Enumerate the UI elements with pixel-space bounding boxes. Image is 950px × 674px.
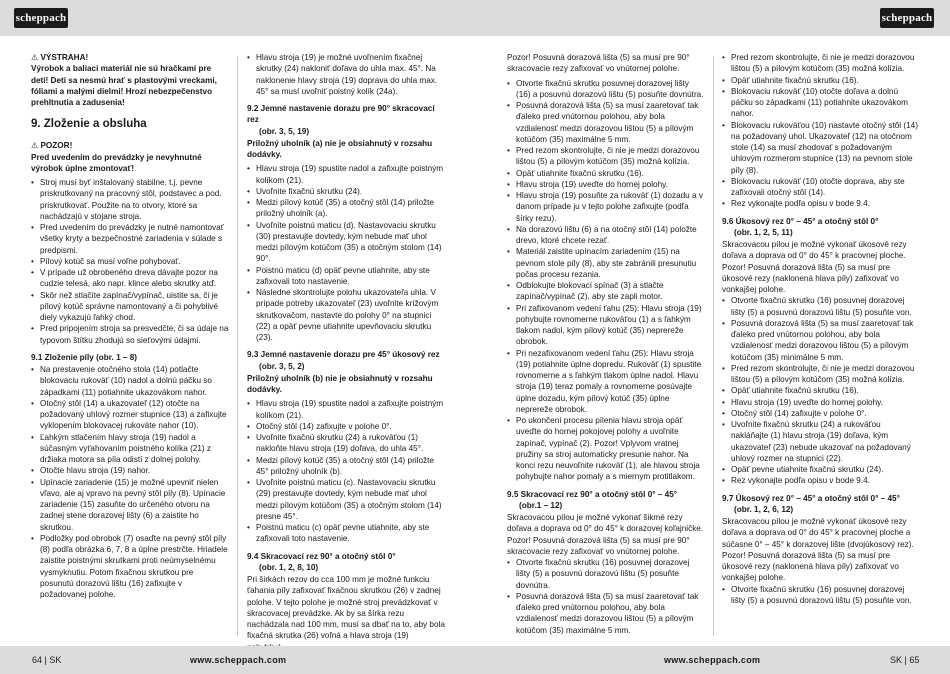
bullet-list — [31, 177, 229, 346]
list-item: • Uvoľnite fixačnú skrutku (24) a rukoväťou nakláňajte (1) hlavu stroja (19) doľava, kým ukazovateľ (23) nebude ukazovať na požadovaný uhlový rozmer na stupnici (22). — [722, 419, 920, 464]
list-item: • Hlavu stroja (19) posuňte za rukoväť (1) dozadu a v danom prípade ju v tejto polohe zafixujte (podľa šírky rezu). — [507, 190, 705, 224]
list-item: • Blokovaciu rukoväťou (10) nastavte otočný stôl (14) na požadovaný uhol. Ukazovateľ (12) na otočnom stole (14) sa musí zhodovať s požadovaným uhlovým rozmerom stupnice (13) na pevnom stole píly (8). — [722, 120, 920, 176]
column-2 — [247, 52, 445, 656]
list-item: • Pred rezom skontrolujte, či nie je medzi dorazovou lištou (5) a pílovým kotúčom (35) možná kolízia. — [722, 363, 920, 386]
subsection-heading: 9.4 Skracovací rez 90° a otočný stôl 0° (obr. 1, 2, 8, 10) — [247, 551, 396, 572]
list-item: • Podložky pod obrobok (7) osaďte na pevný stôl píly (8) podľa obrázka 6, 7, 8 a úplne prestrčte. Hriadele zaistite poistnými skrutkami proti neúmyselnému vysmyknutiu. Potom fixačnou skrutkou pre posunutú dorazovú lištu (16) zafixujte v požadovanej polohe. — [31, 533, 229, 601]
website-link[interactable]: www.scheppach.com — [664, 655, 761, 665]
list-item: • Otočte hlavu stroja (19) nahor. — [31, 465, 229, 476]
paragraph: Skracovacou pílou je možné vykonať úkosové rezy doľava a doprava od 0° do 45° k pracovnej ploche. — [722, 240, 907, 261]
paragraph: Pri širkách rezov do cca 100 mm je možné funkciu ťahania píly zafixovať fixačnou skrutkou (26) v zadnej polohe. V tejto polohe je možné stroj prevádzkovať v skracovacej prevádzke. Ak by sa šírka rezu nachádzala nad 100 mm, musí sa dbať na to, aby bola fixačná skrutka (26) voľná a hlava stroja (19) — [247, 575, 445, 641]
bullet-list — [722, 584, 920, 607]
list-item: • Hlavu stroja (19) uveďte do hornej polohy. — [507, 179, 705, 190]
bullet-list — [722, 52, 920, 210]
paragraph: Pozor! Posuvná dorazová lišta (5) sa musí pre úkosové rezy (naklonená hlava píly) zafixovať vo vonkajšej polohe. — [722, 262, 899, 294]
column-4 — [722, 52, 920, 606]
list-item: • Posuvná dorazová lišta (5) sa musí zaaretovať tak ďaleko pred vnútornou polohou, aby bola vzdialenosť medzi dorazovou lištou (5) a pílovým kotúčom (35) maximálne 5 mm. — [507, 591, 705, 636]
list-item: • Otvorte fixačnú skrutku (16) posuvnej dorazovej lišty (5) a posuvnú dorazovú lištu (5) posuňte von. — [722, 295, 920, 318]
list-item: • Skôr než stlačíte zapínač/vypínač, uistite sa, či je pílový kotúč správne namontovaný a či pohyblivé diely vykazujú ľahký chod. — [31, 290, 229, 324]
column-3 — [507, 52, 705, 636]
list-item: • Pred rezom skontrolujte, či nie je medzi dorazovou lištou (5) a pílovým kotúčom (35) možná kolízia. — [507, 145, 705, 168]
warning-triangle-icon: ⚠ — [31, 141, 39, 151]
list-item: • Pred uvedením do prevádzky je nutné namontovať všetky kryty a bezpečnostné zariadenia v súlade s predpismi. — [31, 222, 229, 256]
list-item: • Blokovaciu rukoväť (10) otočte doľava a dolnú páčku so západkami (11) potiahnite ukazovákom nahor. — [722, 86, 920, 120]
list-item: • Posuvná dorazová lišta (5) sa musí zaaretovať tak ďaleko pred vnútornou polohou, aby bola vzdialenosť medzi dorazovou lištou (5) a pílovým kotúčom (35) minimálne 5 mm. — [722, 318, 920, 363]
list-item: • Opäť utiahnite fixačnú skrutku (16). — [722, 385, 920, 396]
list-item: • Pílový kotúč sa musí voľne pohybovať. — [31, 256, 229, 267]
list-item: • Pri zafixovanom vedení ťahu (25): Hlavu stroja (19) pohybujte rovnomerne rukoväťou (1) a s ľahkým tlakom nadol, kým pílový kotúč (35) neprereže obrobok. — [507, 303, 705, 348]
column-divider — [713, 56, 714, 636]
list-item: • Pri nezafixovanom vedení ťahu (25): Hlavu stroja (19) potiahnite úplne dopredu. Rukoväť (1) spustite rovnomerne a s ľahkým tlakom úplne nadol. Hlavu stroja (19) teraz pomaly a rovnomerne posúvajte úplne dozadu, kým pílový kotúč (35) úplne neprereže obrobok. — [507, 348, 705, 416]
list-item: • Uvoľnite fixačnú skrutku (24) a rukoväťou (1) nakloňte hlavu stroja (19) doľava, do uhla 45°. — [247, 432, 445, 455]
caution-block — [31, 140, 229, 174]
list-item: • Stroj musí byť inštalovaný stabilne, t.j. pevne priskrutkovaný na pracovný stôl, podstavec a pod. priskrutkovať. Použite na to otvory, ktoré sa nachádzajú v stojane stroja. — [31, 177, 229, 222]
list-item: • Poistnú maticu (c) opäť pevne utiahnite, aby ste zafixovali toto nastavenie. — [247, 522, 445, 545]
list-item: • Uvoľnite fixačnú skrutku (24). — [247, 186, 445, 197]
list-item: • Medzi pílový kotúč (35) a otočný stôl (14) priložte priložný uholník (a). — [247, 197, 445, 220]
list-item: • Na dorazovú lištu (6) a na otočný stôl (14) položte drevo, ktoré chcete rezať. — [507, 224, 705, 247]
website-link[interactable]: www.scheppach.com — [190, 655, 287, 665]
subsection-heading: 9.5 Skracovací rez 90° a otočný stôl 0° – 45° (obr.1 – 12) — [507, 489, 678, 510]
list-item: • Po ukončení procesu pílenia hlavu stroja opäť uveďte do hornej pokojovej polohy a uvoľnite zapínač, vypínač (2). Pozor! Vplyvom vratnej pružiny sa stroj automaticky presunie nahor. Na konci rezu neuvoľnite rukoväť (1), ale hlavou stroja pohybujte nahor pomaly a s miernym protitlakom. — [507, 415, 705, 483]
list-item: • Pred pripojením stroja sa presvedčte, či sa údaje na typovom štítku zhodujú so sieťovými údajmi. — [31, 323, 229, 346]
warning-title: VÝSTRAHA! — [40, 53, 89, 62]
list-item: • Otočný stôl (14) zafixujte v polohe 0°. — [247, 421, 445, 432]
list-item: • Upínacie zariadenie (15) je možné upevniť nielen vľavo, ale aj vpravo na pevný stôl píly (8). Upínacie zariadenie (15) zasuňte do určeného otvoru na zadnej stene dorazovej lišty (6) a zaistite ho skrutkou. — [31, 477, 229, 533]
paragraph: Skracovacou pílou je možné vykonať šikmé rezy doľava a doprava od 0° do 45° k dorazovej koľajničke. — [507, 513, 704, 534]
list-item: • Otvorte fixačnú skrutku posuvnej dorazovej lišty (16) a posuvnú dorazovú lištu (5) posuňte dovnútra. — [507, 78, 705, 101]
list-item: • Otočný stôl (14) a ukazovateľ (12) otočte na požadovaný uhlový rozmer stupnice (13) a zafixujte vyklopením blokovacej rukoväte nahor (10). — [31, 398, 229, 432]
list-item: • Pred rezom skontrolujte, či nie je medzi dorazovou lištou (5) a pílovým kotúčom (35) možná kolízia. — [722, 52, 920, 75]
bullet-list — [247, 52, 445, 97]
list-item: • Opäť utiahnite fixačnú skrutku (16). — [507, 168, 705, 179]
list-item: • Uvoľnite poistnú maticu (d). Nastavovaciu skrutku (30) prestavujte dovtedy, kým nebude mať uhol medzi pílovým kotúčom (35) a otočným stolom (14) 90°. — [247, 220, 445, 265]
warning-triangle-icon: ⚠ — [31, 53, 39, 62]
subsection-heading: 9.2 Jemné nastavenie dorazu pre 90° skracovací rez (obr. 3, 5, 19) — [247, 104, 435, 136]
list-item: • Blokovaciu rukoväť (10) otočte doprava, aby ste zafixovali otočný stôl (14). — [722, 176, 920, 199]
list-item: • Hlavu stroja (19) je možné uvoľnením fixačnej skrutky (24) nakloniť doľava do uhla max. 45°. Na naklonenie hlavy stroja (19) doprava do uhla max. 45° sa musí uvoľniť poistný kolík (24a). — [247, 52, 445, 97]
bullet-list — [507, 557, 705, 636]
paragraph: Pozor! Posuvná dorazová lišta (5) sa musí pre 90° skracovacie rezy zafixovať vo vnútornej polohe. — [507, 535, 690, 556]
subsection-heading: 9.7 Úkosový rez 0° – 45° a otočný stôl 0° – 45° (obr. 1, 2, 6, 12) — [722, 493, 900, 514]
list-item: • Otvorte fixačnú skrutku (16) posuvnej dorazovej lišty (5) a posuvnú dorazovú lištu (5) posuňte dovnútra. — [507, 557, 705, 591]
note-text: Priložný uholník (a) nie je obsiahnutý v rozsahu dodávky. — [247, 138, 433, 159]
list-item: • Hlavu stroja (19) spustite nadol a zafixujte poistným kolíkom (21). — [247, 163, 445, 186]
warning-block — [31, 52, 229, 108]
bullet-list — [507, 78, 705, 483]
bullet-list — [31, 364, 229, 600]
paragraph: Pozor! Posuvná dorazová lišta (5) sa musí pre úkosové rezy (naklonená hlava píly) zafixovať vo vonkajšej polohe. — [722, 550, 899, 583]
bullet-list — [722, 295, 920, 486]
caution-title: POZOR! — [40, 141, 73, 151]
scheppach-logo: scheppach — [880, 8, 934, 28]
list-item: • V prípade už obrobeného dreva dávajte pozor na cudzie telesá, ako napr. klince alebo skrutky atď. — [31, 267, 229, 290]
list-item: • Na prestavenie otočného stola (14) potlačte blokovaciu rukoväť (10) nadol a dolnú páčku so západkami (11) potiahnite ukazovákom nahor. — [31, 364, 229, 398]
subsection-heading: 9.1 Zloženie píly (obr. 1 – 8) — [31, 352, 138, 362]
column-divider — [237, 56, 238, 636]
list-item: • Rez vykonajte podľa opisu v bode 9.4. — [722, 475, 920, 486]
column-1 — [31, 52, 229, 600]
list-item: • Otvorte fixačnú skrutku (16) posuvnej dorazovej lišty (5) a posuvnú dorazovú lištu (5) posuňte von. — [722, 584, 920, 607]
warning-text: Výrobok a baliaci materiál nie sú hračkami pre deti! Deti sa nesmú hrať s plastovými vreckami, fóliami a malými dielmi! Hrozí nebezpečenstvo prehltnutia a zadusenia! — [31, 64, 217, 107]
list-item: • Opäť pevne utiahnite fixačnú skrutku (24). — [722, 464, 920, 475]
list-item: • Medzi pílový kotúč (35) a otočný stôl (14) priložte 45° priložný uholník (b). — [247, 455, 445, 478]
list-item: • Poistnú maticu (d) opäť pevne utiahnite, aby ste zafixovali toto nastavenie. — [247, 265, 445, 288]
subsection-heading: 9.3 Jemné nastavenie dorazu pre 45° úkosový rez (obr. 3, 5, 2) — [247, 350, 440, 371]
list-item: • Následne skontrolujte polohu ukazovateľa uhla. V prípade potreby ukazovateľ (23) uvoľnite krížovým skrutkovačom, nastavte do polohy 0° na stupnici (22) a opäť pevne utiahnite upevňovaciu skrutku (23). — [247, 287, 445, 343]
list-item: • Uvoľnite poistnú maticu (c). Nastavovaciu skrutku (29) prestavujte dovtedy, kým nebude mať uhol medzi pílovým kotúčom (35) a otočným stolom (14) presne 45°. — [247, 477, 445, 522]
subsection-heading: 9.6 Úkosový rez 0° – 45° a otočný stôl 0° (obr. 1, 2, 5, 11) — [722, 216, 879, 237]
bullet-list — [247, 163, 445, 343]
paragraph: Pozor! Posuvná dorazová lišta (5) sa musí pre 90° skracovacie rezy zafixovať vo vnútornej polohe. — [507, 53, 690, 74]
list-item: • Opäť utiahnite fixačnú skrutku (16). — [722, 75, 920, 86]
list-item: • Odblokujte blokovací spínač (3) a stlačte zapínač/vypínač (2), aby ste zapli motor. — [507, 280, 705, 303]
header-bar — [0, 0, 950, 36]
list-item: • Rez vykonajte podľa opisu v bode 9.4. — [722, 198, 920, 209]
bullet-list — [247, 398, 445, 544]
note-text: Priložný uholník (b) nie je obsiahnutý v rozsahu dodávky. — [247, 373, 433, 394]
list-item: • Otočný stôl (14) zafixujte v polohe 0°. — [722, 408, 920, 419]
page-number: SK | 65 — [890, 655, 920, 665]
list-item: • Ľahkým stlačením hlavy stroja (19) nadol a súčasným vyťahovaním poistného kolíka (21) z držiaka motora sa píla odistí z dolnej polohy. — [31, 432, 229, 466]
section-heading: 9. Zloženie a obsluha — [31, 118, 147, 131]
list-item: • Posuvná dorazová lišta (5) sa musí zaaretovať tak ďaleko pred vnútornou polohou, aby bola vzdialenosť medzi dorazovou lištou (5) a pílovým kotúčom (35) maximálne 5 mm. — [507, 100, 705, 145]
caution-text: Pred uvedením do prevádzky je nevyhnutné výrobok úplne zmontovať! — [31, 152, 202, 173]
paragraph: Skracovacou pílou je možné vykonať úkosové rezy doľava a doprava od 0° do 45° k pracovnej ploche a súčasne 0° – 45° k dorazovej lište (dvojúkosový rez). — [722, 517, 914, 549]
list-item: • Hlavu stroja (19) uveďte do hornej polohy. — [722, 397, 920, 408]
footer-bar — [0, 646, 950, 674]
scheppach-logo: scheppach — [14, 8, 68, 28]
list-item: • Hlavu stroja (19) spustite nadol a zafixujte poistným kolíkom (21). — [247, 398, 445, 421]
page-number: 64 | SK — [32, 655, 62, 665]
list-item: • Materiál zaistite upínacím zariadením (15) na pevnom stole píly (8), aby ste zabránili presunutiu počas procesu rezania. — [507, 246, 705, 280]
